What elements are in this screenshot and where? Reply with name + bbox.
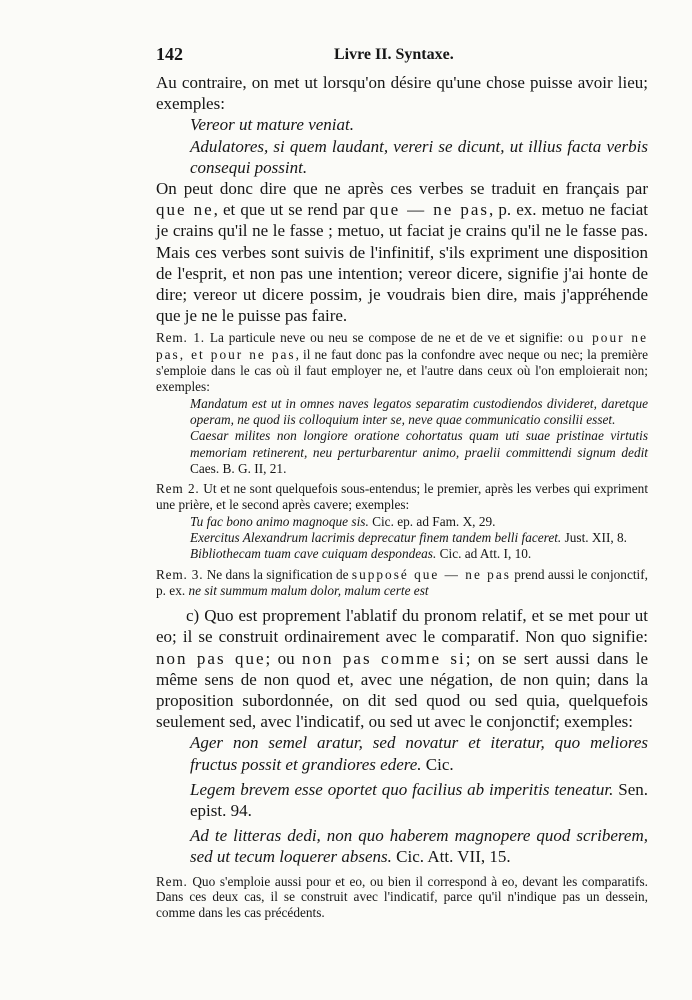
example-quote: Legem brevem esse oportet quo facilius ab imperitis teneatur. Sen. epist. 94. bbox=[190, 779, 649, 821]
page-header bbox=[156, 44, 648, 72]
remark-label: Rem. bbox=[156, 873, 188, 889]
citation: Cic. ad Att. I, 10. bbox=[439, 546, 532, 562]
citation: Cic. ep. ad Fam. X, 29. bbox=[372, 513, 496, 529]
example-quote: Mandatum est ut in omnes naves legatos separatim custodiendos divideret, daretque operam, ne quod iis colloquium inter se, neve quae communicatio consilii esset. bbox=[190, 395, 648, 427]
citation: Just. XII, 8. bbox=[564, 530, 627, 545]
example-quote: Tu fac bono animo magnoque sis. Cic. ep. ad Fam. X, 29. bbox=[190, 513, 496, 529]
example-quote: Caesar milites non longiore oratione cohortatus quam uti suae pristinae virtutis memoriam retinerent, neu perturbarentur animo, praelii committendi signum dedit Caes. B. G. II, 21. bbox=[190, 428, 648, 476]
remark-3: Rem. 3. Ne dans la signification de supposé que — ne pas prend aussi le conjonctif, p. ex. ne sit summum malum dolor, malum certe est bbox=[156, 566, 648, 598]
citation: Sen. epist. 94. bbox=[190, 779, 649, 821]
citation: Cic. bbox=[425, 754, 454, 774]
running-head: Livre II. Syntaxe. bbox=[334, 46, 454, 63]
example-quote: Adulatores, si quem laudant, vereri se dicunt, ut illius facta verbis consequi possint. bbox=[190, 136, 648, 177]
intro-paragraph: Au contraire, on met ut lorsqu'on désire qu'une chose puisse avoir lieu; exemples: bbox=[156, 73, 648, 114]
example-quote: Ager non semel aratur, sed novatur et iteratur, quo meliores fructus possit et grandiores edere. Cic. bbox=[190, 733, 648, 774]
remark-label: Rem. 1. bbox=[156, 330, 205, 346]
example-quote: Vereor ut mature veniat. bbox=[190, 115, 354, 135]
example-quote: Ad te litteras dedi, non quo haberem magnopere quod scriberem, sed ut tecum loquerer absens. Cic. Att. VII, 15. bbox=[190, 826, 648, 867]
remark-1: Rem. 1. La particule neve ou neu se compose de ne et de ve et signifie: ou pour ne pas, et pour ne pas, il ne faut donc pas la confondre avec neque ou nec; la première s'emploie dans le cas où il faut employer ne, et l'autre dans ceux où l'on emploierait non; exemples: Mandatum est ut in omnes naves legatos separatim custodiendos divideret, daretque operam, ne quod iis colloquium inter se, neve quae communicatio consilii esset. Caesar milites non longiore oratione cohortatus quam uti suae pristinae virtutis memoriam retinerent, neu perturbarentur animo, praelii committendi signum dedit Caes. B. G. II, 21. bbox=[156, 330, 649, 476]
main-text bbox=[156, 72, 648, 920]
section-c-paragraph: c) Quo est proprement l'ablatif du pronom relatif, et se met pour ut eo; il se construit ordinairement avec le comparatif. Non quo signifie: non pas que; ou non pas comme si; on se sert aussi dans le même sens de non quod et, avec une négation, de non quin; dans la proposition subordonnée, on dit sed quod ou sed quia, quelquefois seulement sed, avec l'indicatif, ou sed ut avec le conjonctif; exemples: bbox=[156, 606, 648, 732]
remark-2: Rem 2. Ut et ne sont quelquefois sous-entendus; le premier, après les verbes qui expriment une prière, et le second après cavere; exemples: Tu fac bono animo magnoque sis. Cic. ep. ad Fam. X, 29. Exercitus Alexandrum lacrimis deprecatur finem tandem belli faceret. Just. XII, 8. Bibliothecam tuam cave cuiquam despondeas. Cic. ad Att. I, 10. bbox=[156, 481, 649, 562]
final-remark: Rem. Quo s'emploie aussi pour et eo, ou bien il correspond à eo, devant les comparatifs. Dans ces deux cas, il se construit avec l'indicatif, parce qu'il n'indique pas un dessein, comme dans les cas précédents. bbox=[156, 873, 649, 920]
remark-label: Rem. 3. bbox=[156, 566, 204, 582]
page-number: 142 bbox=[156, 44, 183, 64]
example-quote: Exercitus Alexandrum lacrimis deprecatur finem tandem belli faceret. Just. XII, 8. bbox=[190, 530, 627, 545]
remark-label: Rem 2. bbox=[156, 481, 200, 497]
citation: Caes. B. G. II, 21. bbox=[190, 460, 287, 476]
citation: Cic. Att. VII, 15. bbox=[396, 847, 511, 867]
paragraph: On peut donc dire que ne après ces verbes se traduit en français par que ne, et que ut se rend par que — ne pas, p. ex. metuo ne faciat je crains qu'il ne le fasse ; metuo, ut faciat je crains qu'il ne le fasse pas. Mais ces verbes sont suivis de l'infinitif, s'ils expriment une disposition de l'esprit, et non pas une intention; vereor dicere, signifie j'ai honte de dire; vereor ut dicere possim, je voudrais bien dire, mais j'appréhende que je ne le puisse pas faire. bbox=[156, 179, 648, 326]
example-quote: Bibliothecam tuam cave cuiquam despondeas. Cic. ad Att. I, 10. bbox=[190, 546, 532, 562]
